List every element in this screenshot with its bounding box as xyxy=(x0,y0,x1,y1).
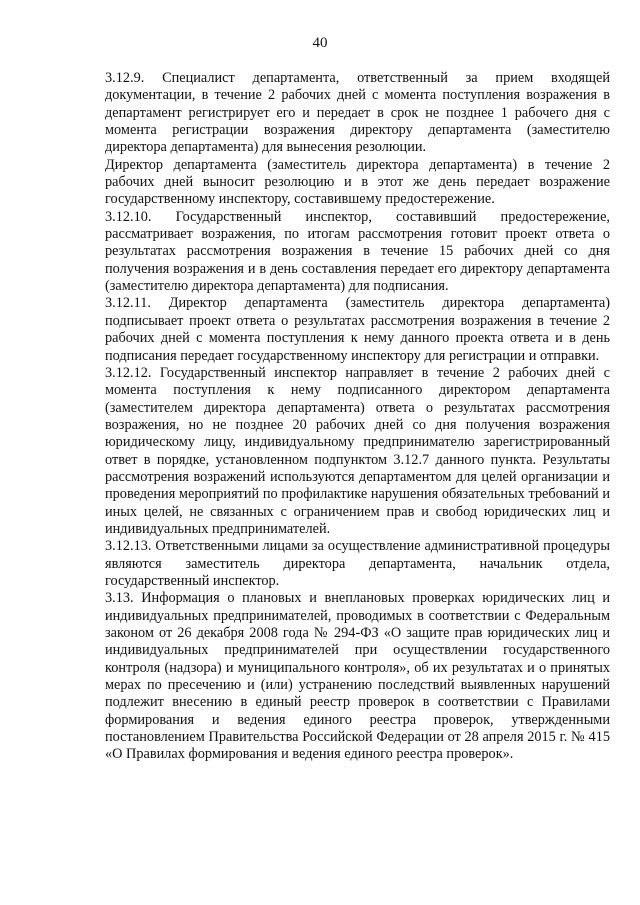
paragraph-3-12-10: 3.12.10. Государственный инспектор, составивший предостережение, рассматривает возражения, по итогам рассмотрения готовит проект ответа о результатах рассмотрения возражения в течение 15 рабочих дней со дня получения возражения и в день составления передает его директору департамента (заместителю директора департамента) для подписания. xyxy=(105,208,610,295)
paragraph-director-resolution: Директор департамента (заместитель директора департамента) в течение 2 рабочих дней выносит резолюцию и в этот же день передает возражение государственному инспектору, составившему предостережение. xyxy=(105,156,610,208)
paragraph-3-12-11: 3.12.11. Директор департамента (заместитель директора департамента) подписывает проект ответа о результатах рассмотрения возражения в течение 2 рабочих дней с момента поступления к нему данного проекта ответа и в день подписания передает государственному инспектору для регистрации и отправки. xyxy=(105,295,610,364)
document-body xyxy=(105,70,610,764)
paragraph-3-12-9: 3.12.9. Специалист департамента, ответственный за прием входящей документации, в течение 2 рабочих дней с момента поступления возражения в департамент регистрирует его и передает в срок не позднее 1 рабочего дня с момента регистрации возражения директору департамента (заместителю директора департамента) для вынесения резолюции. xyxy=(105,70,610,156)
page-number: 40 xyxy=(312,35,328,51)
paragraph-3-13: 3.13. Информация о плановых и внеплановых проверках юридических лиц и индивидуальных предпринимателей, проводимых в соответствии с Федеральным законом от 26 декабря 2008 года № 294-ФЗ «О защите прав юридических лиц и индивидуальных предпринимателей при осуществлении государственного контроля (надзора) и муниципального контроля», об их результатах и о принятых мерах по пресечению и (или) устранению последствий выявленных нарушений подлежит внесению в единый реестр проверок в соответствии с Правилами формирования и ведения единого реестра проверок, утвержденными постановлением Правительства Российской Федерации от 28 апреля 2015 г. № 415 «О Правилах формирования и ведения единого реестра проверок». xyxy=(105,590,610,763)
paragraph-3-12-12: 3.12.12. Государственный инспектор направляет в течение 2 рабочих дней с момента поступления к нему подписанного директором департамента (заместителем директора департамента) ответа о результатах рассмотрения возражения, но не позднее 20 рабочих дней со дня получения возражения юридическому лицу, индивидуальному предпринимателю зарегистрированный ответ в порядке, установленном подпунктом 3.12.7 данного пункта. Результаты рассмотрения возражений используются департаментом для целей организации и проведения мероприятий по профилактике нарушения обязательных требований и иных целей, не связанных с ограничением прав и свобод юридических лиц и индивидуальных предпринимателей. xyxy=(105,364,610,537)
paragraph-3-12-13: 3.12.13. Ответственными лицами за осуществление административной процедуры являются заместитель директора департамента, начальник отдела, государственный инспектор. xyxy=(105,538,610,589)
